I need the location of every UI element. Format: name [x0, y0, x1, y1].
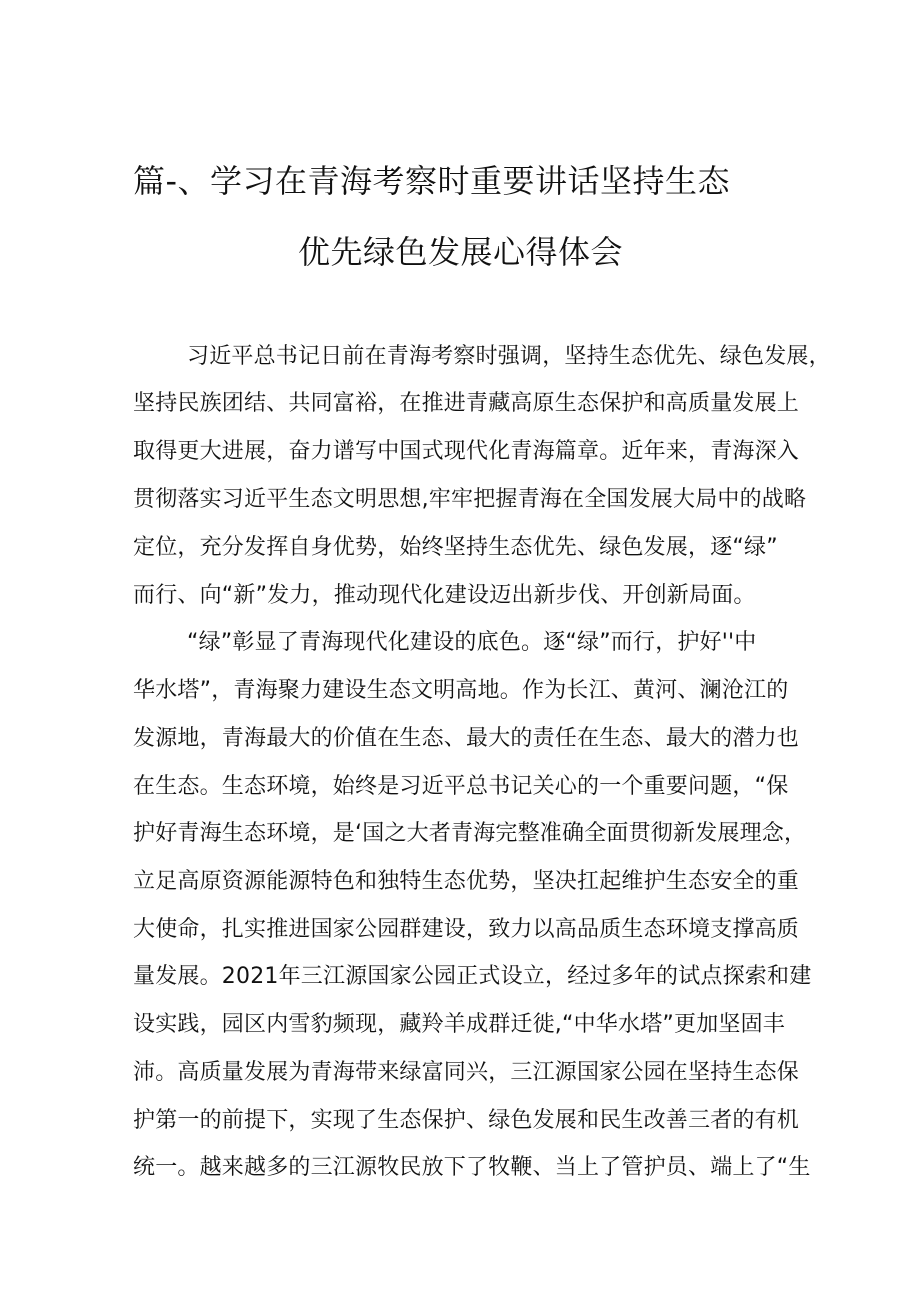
body-line: 量发展。2021年三江源国家公园正式设立，经过多年的试点探索和建	[133, 964, 812, 989]
body-line: 护第一的前提下，实现了生态保护、绿色发展和民生改善三者的有机	[133, 1108, 800, 1133]
body-line: 护好青海生态环境，是‘国之大者青海完整准确全面贯彻新发展理念，	[133, 821, 807, 846]
body-line: 华水塔”，青海聚力建设生态文明高地。作为长江、黄河、澜沧江的	[133, 678, 789, 703]
body-line: 在生态。生态环境，始终是习近平总书记关心的一个重要问题，“保	[133, 774, 789, 799]
body-line: 发源地，青海最大的价值在生态、最大的责任在生态、最大的潜力也	[133, 726, 800, 751]
body-line: 统一。越来越多的三江源牧民放下了牧鞭、当上了管护员、端上了“生	[133, 1155, 811, 1180]
body-line: 而行、向“新”发力，推动现代化建设迈出新步伐、开创新局面。	[133, 583, 756, 608]
body-line: 设实践，园区内雪豹频现，藏羚羊成群迁徙,“中华水塔”更加坚固丰	[133, 1012, 785, 1037]
title-line-2: 优先绿色发展心得体会	[298, 233, 624, 271]
body-line: 立足高原资源能源特色和独特生态优势，坚决扛起维护生态安全的重	[133, 869, 800, 894]
body-line: 贯彻落实习近平生态文明思想,牢牢把握青海在全国发展大局中的战略	[133, 487, 807, 512]
body-line: 取得更大进展，奋力谱写中国式现代化青海篇章。近年来，青海深入	[133, 439, 800, 464]
body-line: “绿”彰显了青海现代化建设的底色。逐“绿”而行，护好''中	[187, 630, 757, 655]
body-line: 大使命，扎实推进国家公园群建设，致力以高品质生态环境支撑高质	[133, 917, 800, 942]
body-line: 定位，充分发挥自身优势，始终坚持生态优先、绿色发展，逐“绿”	[133, 535, 778, 560]
body-line: 沛。高质量发展为青海带来绿富同兴，三江源国家公园在坚持生态保	[133, 1060, 800, 1085]
body-line: 坚持民族团结、共同富裕，在推进青藏高原生态保护和高质量发展上	[133, 391, 800, 416]
title-line-1: 篇-、学习在青海考察时重要讲话坚持生态	[133, 162, 731, 200]
body-line: 习近平总书记日前在青海考察时强调，坚持生态优先、绿色发展，	[187, 344, 831, 369]
